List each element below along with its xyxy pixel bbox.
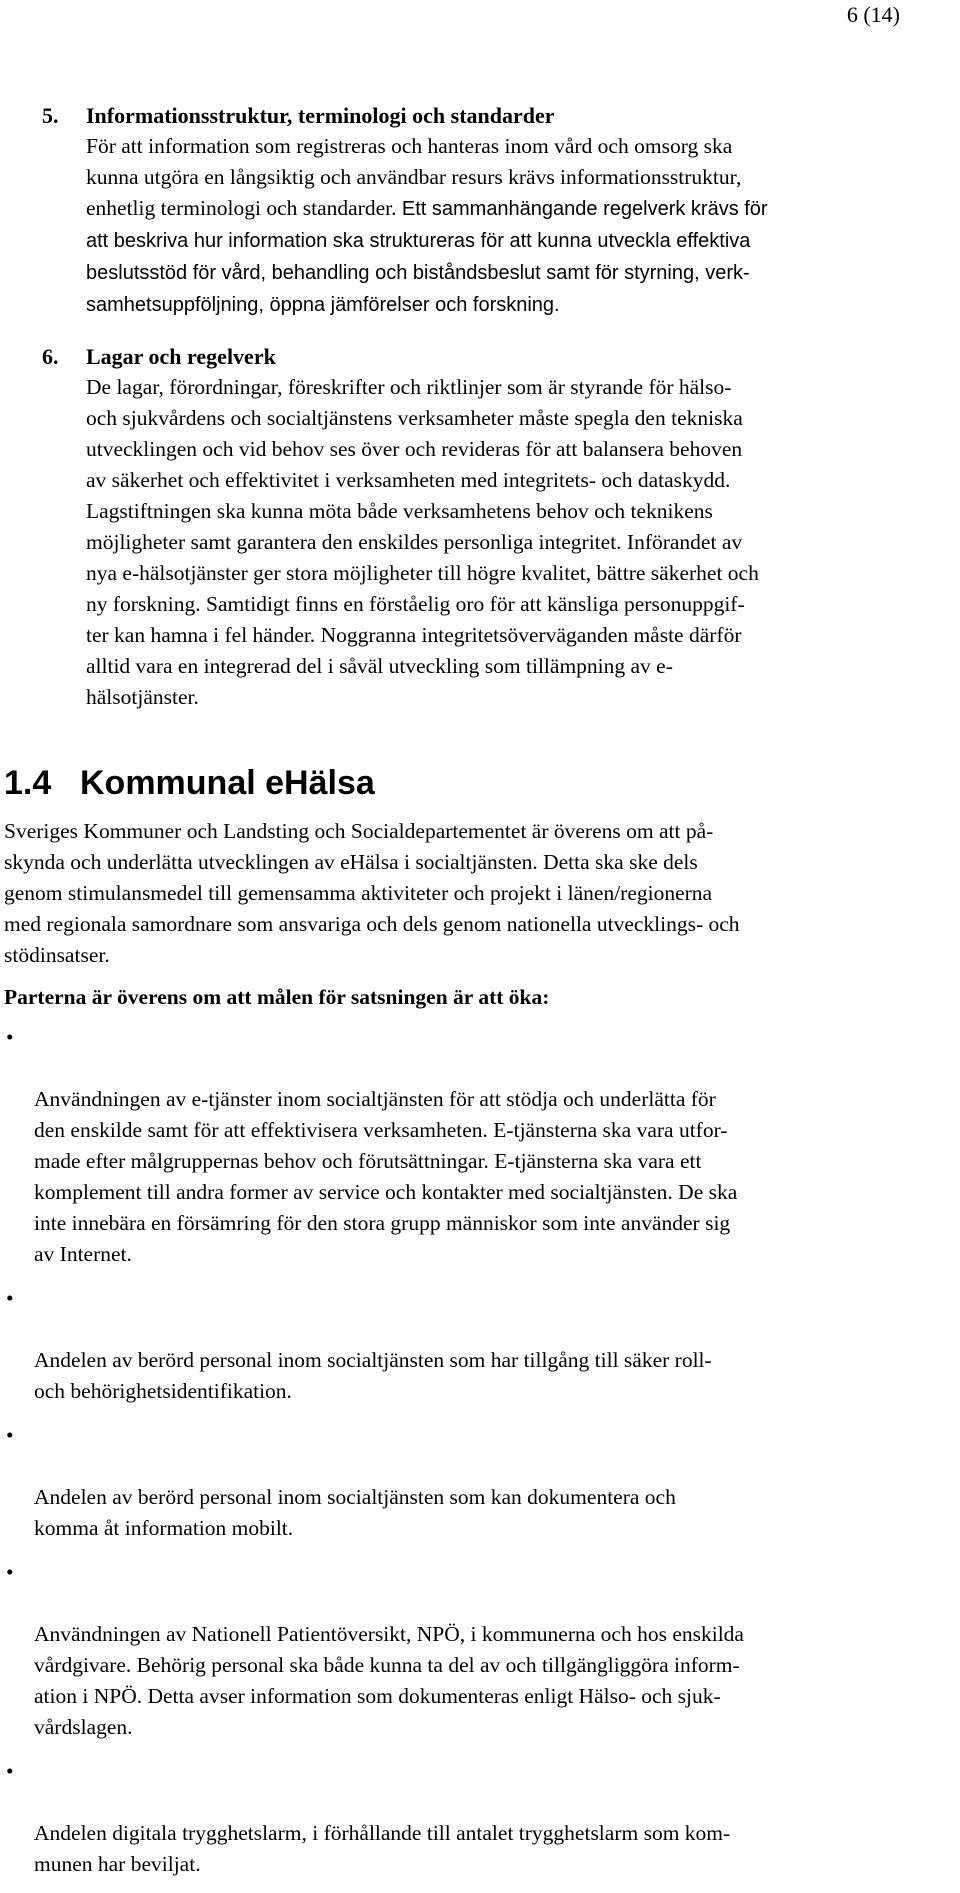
page-number: 6 (14) <box>846 2 900 27</box>
goal-text: Användningen av Nationell Patientöversikt, NPÖ, i kommunerna och hos enskilda vårdgivare. Behörig personal ska både kunna ta del av och tillgängliggöra inform- ation i NPÖ. Detta avser information som dokumenteras enligt Hälso- och sjuk- vårdslagen. <box>34 1622 744 1739</box>
section-5-text-serif: För att information som registreras och hanteras inom vård och omsorg ska kunna utgöra en långsiktig och användbar resurs krävs informationsstruktur, enhetlig terminologi och standarder. <box>86 134 742 220</box>
goal-text: Andelen av berörd personal inom socialtjänsten som kan dokumentera och komma åt information mobilt. <box>34 1485 676 1540</box>
list-item <box>4 1420 944 1544</box>
section-5-body <box>42 131 947 321</box>
bullet-icon: • <box>6 1560 14 1584</box>
section-5-number: 5. <box>42 103 59 128</box>
section-6-body: De lagar, förordningar, föreskrifter och riktlinjer som är styrande för hälso- och sjukvårdens och socialtjänstens verksamheter måste spegla den tekniska utvecklingen och vid behov ses över och revideras för att balansera behoven av säkerhet och effektivitet i verksamheten med integritets- och dataskydd. Lagstiftningen ska kunna möta både verksamhetens behov och teknikens möjligheter samt garantera den enskildes personliga integritet. Införandet av nya e-hälsotjänster ger stora möjligheter till högre kvalitet, bättre säkerhet och ny forskning. Samtidigt finns en förståelig oro för att känsliga personuppgif- ter kan hamna i fel händer. Noggranna integritetsöverväganden måste därför alltid vara en integrerad del i såväl utveckling som tillämpning av e- hälsotjänster. <box>86 375 759 709</box>
section-6 <box>42 342 947 713</box>
section-6-heading <box>42 342 947 372</box>
section-5-title: Informationsstruktur, terminologi och standarder <box>86 103 555 128</box>
section-5 <box>42 101 947 321</box>
goal-text: Användningen av e-tjänster inom socialtjänsten för att stödja och underlätta för den enskilde samt för att effektivisera verksamheten. E-tjänsterna ska vara utfor- made efter målgruppernas behov och förutsättningar. E-tjänsterna ska vara ett komplement till andra former av service och kontakter med socialtjänsten. De ska inte innebära en försämring för den stora grupp människor som inte använder sig av Internet. <box>34 1087 738 1266</box>
section-1-4-title: Kommunal eHälsa <box>80 764 375 802</box>
section-6-title: Lagar och regelverk <box>86 344 276 369</box>
list-item <box>4 1022 944 1270</box>
bullet-icon: • <box>6 1423 14 1447</box>
goal-text: Andelen digitala trygghetslarm, i förhållande till antalet trygghetslarm som kom- munen har beviljat. <box>34 1821 731 1876</box>
bullet-icon: • <box>6 1025 14 1049</box>
section-1-4-number: 1.4 <box>4 764 52 802</box>
goal-text: Andelen av berörd personal inom socialtjänsten som har tillgång till säker roll- och behörighetsidentifikation. <box>34 1348 712 1403</box>
bullet-icon: • <box>6 1286 14 1310</box>
section-1-4-intro: Sveriges Kommuner och Landsting och Socialdepartementet är överens om att på- skynda och underlätta utvecklingen av eHälsa i socialtjänsten. Detta ska ske dels genom stimulansmedel till gemensamma aktiviteter och projekt i länen/regionerna med regionala samordnare som ansvariga och dels genom nationella utvecklings- och stödinsatser. <box>4 819 740 967</box>
section-5-text-sans: Ett sammanhängande regelverk krävs för att beskriva hur information ska struktureras för att kunna utveckla effektiva beslutsstöd för vård, behandling och biståndsbeslut samt för styrning, verk- samhetsuppföljning, öppna jämförelser och forskning. <box>86 198 768 316</box>
goals-heading: Parterna är överens om att målen för satsningen är att öka: <box>4 985 550 1009</box>
list-item <box>4 1283 944 1407</box>
list-item <box>4 1756 944 1880</box>
section-5-heading <box>42 101 947 131</box>
section-6-number: 6. <box>42 344 59 369</box>
list-item <box>4 1557 944 1743</box>
goals-list <box>4 1022 944 1893</box>
bullet-icon: • <box>6 1759 14 1783</box>
section-1-4-heading <box>4 761 375 805</box>
